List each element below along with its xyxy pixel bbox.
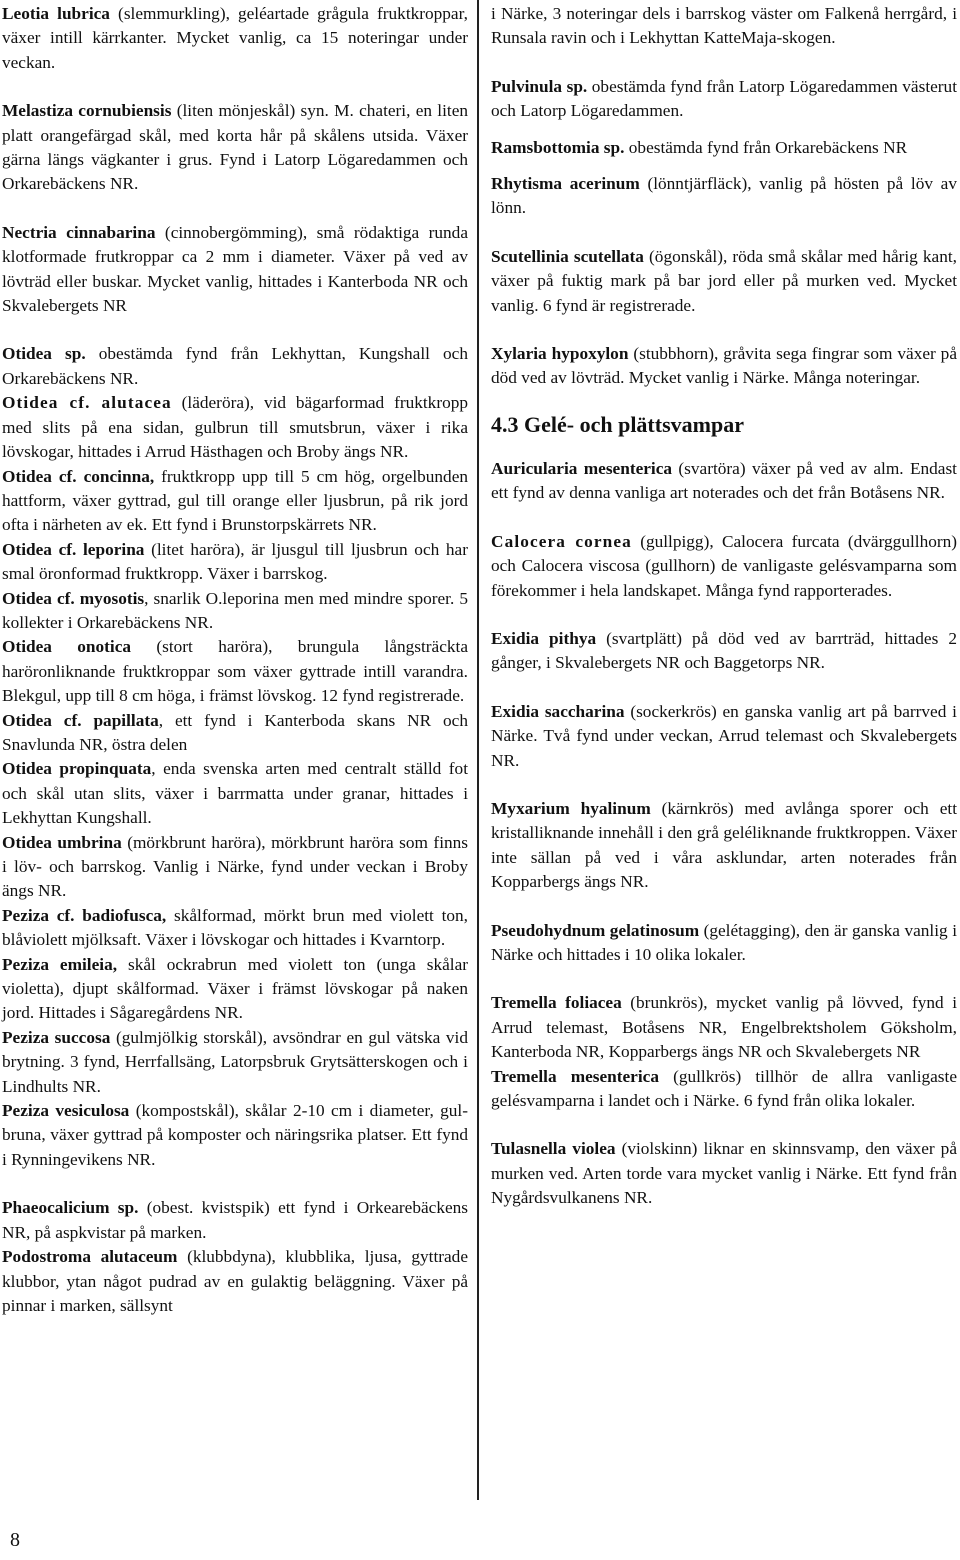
section-heading: 4.3 Gelé- och plättsvampar bbox=[491, 411, 744, 437]
species-description: obestämda fynd från Lekhyttan, Kungshall och Orkarebäckens NR. bbox=[2, 344, 468, 388]
page-number: 8 bbox=[10, 1529, 20, 1551]
species-entry bbox=[2, 587, 468, 636]
species-entry bbox=[491, 627, 957, 676]
species-name: Otidea cf. myosotis bbox=[2, 588, 145, 608]
species-name: Xylaria hypoxylon bbox=[491, 344, 629, 364]
right-column bbox=[491, 2, 957, 1211]
species-description: obestämda fynd från Orkarebäckens NR bbox=[624, 137, 908, 157]
species-description: (gullpigg), Calocera furcata (dvärggullhorn) och Calocera viscosa (gullhorn) de vanligaste gelésvamparna som förekommer i hela landskapet. Många fynd rapporterades. bbox=[491, 531, 957, 600]
species-description: (brunkrös), mycket vanlig på lövved, fynd i Arrud telemast, Botåsens NR, Engelbrektsholem Göksholm, Kanterboda NR, Kopparbergs ängs NR och Skvalebergets NR bbox=[491, 993, 957, 1062]
species-name: Peziza vesiculosa bbox=[2, 1101, 130, 1121]
species-name: Calocera cornea bbox=[491, 531, 632, 551]
species-entry bbox=[2, 953, 468, 1026]
species-name: Otidea propinquata bbox=[2, 759, 152, 779]
species-entry bbox=[2, 904, 468, 953]
species-entry bbox=[491, 75, 957, 124]
species-description: (litet haröra), är ljusgul till ljusbrun och har smal öronformad fruktkropp. Växer i barrskog. bbox=[2, 539, 468, 584]
species-description: (läderöra), vid bägarformad fruktkropp med slits på ena sidan, gulbrun till smutsbrun, växer i rika lövskogar, hittades i Arrud Hästhagen och Broby ängs NR. bbox=[2, 393, 468, 462]
species-description: (stort haröra), brungula långsträckta haröronliknande fruktkroppar som växer gyttrade intill varandra. Blekgul, upp till 8 cm höga, i främst lövskog. 12 fynd registrerade. bbox=[2, 637, 469, 706]
species-name: Otidea sp. bbox=[2, 344, 86, 364]
species-name: Auricularia mesenterica bbox=[491, 458, 673, 478]
species-name: Tremella foliacea bbox=[491, 993, 622, 1013]
species-entry bbox=[2, 1196, 468, 1245]
species-description: (gelétagging), den är ganska vanlig i Närke och hittades i 10 olika lokaler. bbox=[491, 920, 957, 964]
species-name: Peziza cf. badiofusca, bbox=[2, 905, 167, 925]
species-name: Phaeocalicium sp. bbox=[2, 1198, 139, 1218]
species-entry bbox=[491, 530, 957, 603]
species-entry bbox=[491, 172, 957, 221]
species-description: (gullkrös) tillhör de allra vanligaste gelésvamparna i landet och i Närke. 6 fynd från olika lokaler. bbox=[491, 1066, 957, 1110]
species-name: Otidea umbrina bbox=[2, 832, 122, 852]
species-description: (kärnkrös) med avlånga sporer och ett kristalliknande innehåll i den grå geléliknande fruktkroppen. Växer inte sällan på ved i våra asklundar, arten noterades från Kopparbergs ängs NR. bbox=[491, 798, 957, 892]
species-description: skål ockrabrun med violett ton (unga skålar violetta), djupt skålformad. Växer i främst lövskogar på naken jord. Hittades i Sågaregårdens NR. bbox=[2, 954, 469, 1023]
species-description: skålformad, mörkt brun med violett ton, blåviolett mjölksaft. Växer i lövskogar och hittades i Kvarntorp. bbox=[2, 905, 468, 950]
species-name: Rhytisma acerinum bbox=[491, 174, 640, 194]
species-description: (liten mönjeskål) syn. M. chateri, en liten platt orangefärgad skål, med korta hår på skålens utsida. Växer gärna längs vägkanter i grus. Fynd i Latorp Lögaredammen och Orkarebäckens NR. bbox=[2, 101, 469, 194]
species-name: Nectria cinnabarina bbox=[2, 222, 156, 242]
left-column bbox=[2, 2, 468, 1318]
species-name: Ramsbottomia sp. bbox=[491, 137, 625, 157]
species-description: (stubbhorn), gråvita sega fingrar som växer på död ved av lövträd. Mycket vanlig i Närke. Många noteringar. bbox=[491, 344, 957, 388]
species-name: Pseudohydnum gelatinosum bbox=[491, 920, 700, 940]
species-name: Otidea onotica bbox=[2, 637, 132, 657]
species-entry bbox=[2, 709, 468, 758]
species-name: Otidea cf. papillata bbox=[2, 710, 159, 730]
species-name: Exidia pithya bbox=[491, 628, 597, 648]
species-description: (cinnobergömming), små rödaktiga runda klotformade frutkroppar ca 2 mm i diameter. Växer på ved av lövträd eller buskar. Mycket vanlig, hittades i Kanterboda NR och Skvalebergets NR bbox=[2, 222, 468, 316]
species-description: (svartplätt) på död ved av barrträd, hittades 2 gånger, i Skvalebergets NR och Baggetorps NR. bbox=[491, 628, 957, 673]
species-name: Otidea cf. leporina bbox=[2, 539, 145, 559]
species-name: Otidea cf. concinna, bbox=[2, 466, 155, 486]
species-entry bbox=[491, 991, 957, 1064]
species-name: Melastiza cornubiensis bbox=[2, 101, 172, 121]
species-name: Pulvinula sp. bbox=[491, 76, 588, 96]
species-description: , ett fynd i Kanterboda skans NR och Snavlunda NR, östra delen bbox=[2, 710, 468, 754]
species-name: Tulasnella violea bbox=[491, 1139, 616, 1159]
species-name: Otidea cf. alutacea bbox=[2, 393, 172, 413]
species-entry bbox=[2, 465, 468, 538]
species-entry bbox=[2, 831, 468, 904]
species-entry bbox=[2, 757, 468, 830]
species-description: (klubbdyna), klubblika, ljusa, gyttrade klubbor, ytan något pudrad av en gulaktig beläggning. Växer på pinnar i marken, sällsynt bbox=[2, 1247, 468, 1315]
species-entry bbox=[2, 221, 468, 319]
species-name: Leotia lubrica bbox=[2, 4, 110, 23]
species-description: (lönntjärfläck), vanlig på hösten på löv av lönn. bbox=[491, 174, 957, 218]
species-entry-continued bbox=[491, 2, 957, 51]
species-entry bbox=[2, 342, 468, 391]
species-description: (mörkbrunt haröra), mörkbrunt haröra som finns i löv- och barrskog. Vanlig i Närke, fynd under veckan i Broby ängs NR. bbox=[2, 832, 468, 901]
species-description: (gulmjölkig storskål), avsöndrar en gul vätska vid brytning. 3 fynd, Herrfallsäng, Latorpsbruk Grytsätterskogen och i Lindhults NR. bbox=[2, 1027, 469, 1096]
species-description: fruktkropp upp till 5 cm hög, orgelbunden hattform, växer gyttrad, gul till orange eller ljusbrun, på rik jord ofta i närheten av ek. Ett fynd i Brunstorpskärrets NR. bbox=[2, 466, 468, 535]
species-entry bbox=[491, 136, 957, 160]
species-entry bbox=[2, 1245, 468, 1318]
species-description: obestämda fynd från Latorp Lögaredammen västerut och Latorp Lögaredammen. bbox=[491, 76, 957, 121]
species-name: Scutellinia scutellata bbox=[491, 246, 644, 266]
species-description: (ögonskål), röda små skålar med hårig kant, växer på fuktig mark på bar jord eller på murken ved. Mycket vanlig. 6 fynd är registrerade. bbox=[491, 246, 957, 315]
species-entry bbox=[2, 99, 468, 197]
species-entry bbox=[491, 1065, 957, 1114]
species-name: Exidia saccharina bbox=[491, 701, 625, 721]
species-name: Peziza emileia, bbox=[2, 954, 118, 974]
species-description: (kompostskål), skålar 2-10 cm i diameter, gul-bruna, växer gyttrad på komposter och näringsrika platser. Ett fynd i Rynningevikens NR. bbox=[2, 1101, 468, 1169]
species-description: (obest. kvistspik) ett fynd i Orkearebäckens NR, på aspkvistar på marken. bbox=[2, 1198, 468, 1242]
species-name: Myxarium hyalinum bbox=[491, 798, 651, 818]
species-entry bbox=[491, 797, 957, 895]
species-entry bbox=[2, 538, 468, 587]
species-description: (svartöra) växer på ved av alm. Endast ett fynd av denna vanliga art noterades och det från Botåsens NR. bbox=[491, 458, 957, 503]
species-description: (violskinn) liknar en skinnsvamp, den växer på murken ved. Arten torde vara mycket vanlig i Närke. Ett fynd från Nygårdsvulkanens NR. bbox=[491, 1139, 957, 1208]
species-description: (slemmurkling), geléartade grågula fruktkroppar, växer intill kärrkanter. Mycket vanlig, ca 15 noteringar under veckan. bbox=[2, 4, 468, 72]
species-entry bbox=[491, 245, 957, 318]
species-entry bbox=[491, 457, 957, 506]
species-description: , snarlik O.leporina men med mindre sporer. 5 kollekter i Orkarebäckens NR. bbox=[2, 588, 468, 632]
column-divider bbox=[477, 0, 479, 1500]
species-entry bbox=[491, 1137, 957, 1210]
species-entry bbox=[2, 1099, 468, 1172]
species-description: (sockerkrös) en ganska vanlig art på barrved i Närke. Två fynd under veckan, Arrud telemast och Skvalebergets NR. bbox=[491, 701, 957, 770]
species-entry bbox=[2, 1026, 468, 1099]
species-description: , enda svenska arten med centralt ställd fot och skål utan slits, växer i barrmatta under granar, hittades i Lekhyttan Kungshall. bbox=[2, 759, 468, 828]
species-entry bbox=[2, 391, 468, 464]
species-description: i Närke, 3 noteringar dels i barrskog väster om Falkenå herrgård, i Runsala ravin och i Lekhyttan KatteMaja-skogen. bbox=[491, 4, 957, 48]
species-entry bbox=[491, 700, 957, 773]
species-entry bbox=[491, 919, 957, 968]
species-entry bbox=[491, 342, 957, 391]
species-entry bbox=[2, 635, 468, 708]
species-entry bbox=[2, 2, 468, 75]
species-name: Podostroma alutaceum bbox=[2, 1247, 178, 1267]
species-name: Peziza succosa bbox=[2, 1027, 111, 1047]
species-name: Tremella mesenterica bbox=[491, 1066, 659, 1086]
